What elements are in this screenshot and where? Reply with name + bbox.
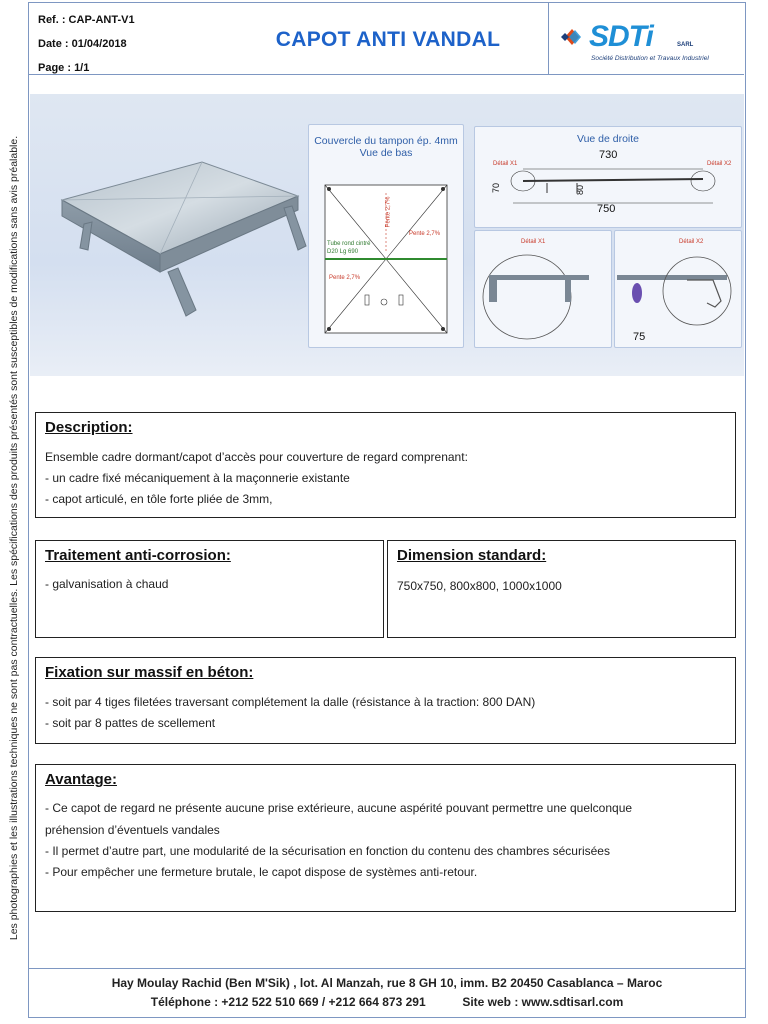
detail-x1-panel bbox=[474, 230, 612, 348]
tube-label-line2: D20 Lg 690 bbox=[327, 249, 359, 255]
avantage-line-1: - Ce capot de regard ne présente aucune prise extérieure, aucune aspérité pouvant permettre une quelconque bbox=[45, 801, 633, 815]
footer-contact bbox=[28, 995, 746, 1009]
fixation-line-2: - soit par 8 pattes de scellement bbox=[45, 716, 216, 730]
fixation-line-1: - soit par 4 tiges filetées traversant complétement la dalle (résistance à la traction: 800 DAN) bbox=[45, 695, 536, 709]
logo-tagline: Société Distribution et Travaux Industriel bbox=[591, 55, 709, 62]
document-header bbox=[28, 2, 744, 75]
side-view-drawing bbox=[507, 163, 719, 213]
detail-x1-label-top: Détail X1 bbox=[493, 161, 518, 167]
detail-x2-label-top: Détail X2 bbox=[707, 161, 732, 167]
document-meta bbox=[38, 8, 135, 80]
treatment-title: Traitement anti-corrosion: bbox=[45, 547, 231, 564]
detail-x2-drawing bbox=[617, 251, 739, 331]
fixation-title: Fixation sur massif en béton: bbox=[45, 664, 254, 681]
detail-x2-panel bbox=[614, 230, 742, 348]
avantage-line-2: préhension d’éventuels vandales bbox=[45, 823, 220, 837]
side-view-title: Vue de droite bbox=[576, 133, 640, 145]
side-view-panel bbox=[474, 126, 742, 228]
dimension-line-1: 750x750, 800x800, 1000x1000 bbox=[397, 579, 562, 593]
treatment-section bbox=[35, 540, 384, 638]
product-illustration bbox=[30, 94, 744, 376]
logo-diamond-icon bbox=[559, 26, 585, 48]
tube-label-line1: Tube rond cintré bbox=[327, 241, 371, 247]
dimension-750: 750 bbox=[597, 203, 616, 215]
slope-label-vertical: Pente 2,7% bbox=[385, 196, 392, 228]
company-logo bbox=[548, 2, 745, 74]
footer-website: Site web : www.sdtisarl.com bbox=[462, 995, 624, 1009]
side-disclaimer-text: Les photographies et les illustrations techniques ne sont pas contractuelles. Les spécifications des produits présentés sont susceptibles de modifications sans avis préalable. bbox=[8, 135, 20, 941]
logo-name: SDTi bbox=[589, 20, 653, 53]
dimension-75: 75 bbox=[633, 331, 646, 343]
slope-label-right: Pente 2,7% bbox=[409, 231, 441, 237]
avantage-section bbox=[35, 764, 736, 912]
detail-x2-label: Détail X2 bbox=[679, 239, 704, 245]
treatment-line-1: - galvanisation à chaud bbox=[45, 577, 169, 591]
document-title: CAPOT ANTI VANDAL bbox=[275, 28, 501, 51]
bottom-view-title-line2: Vue de bas bbox=[359, 147, 413, 159]
description-line-1: Ensemble cadre dormant/capot d’accès pour couverture de regard comprenant: bbox=[45, 450, 468, 464]
cover-3d-render bbox=[48, 144, 310, 324]
dimension-80: 80 bbox=[575, 184, 586, 196]
bottom-view-panel bbox=[308, 124, 464, 348]
dimension-70: 70 bbox=[491, 182, 502, 194]
avantage-title: Avantage: bbox=[45, 771, 117, 788]
description-title: Description: bbox=[45, 419, 133, 436]
side-disclaimer bbox=[2, 118, 26, 958]
page-number-label: Page : 1/1 bbox=[38, 62, 90, 74]
dimension-title: Dimension standard: bbox=[397, 547, 547, 564]
footer-address: Hay Moulay Rachid (Ben M'Sik) , lot. Al Manzah, rue 8 GH 10, imm. B2 20450 Casablanca – Maroc bbox=[111, 976, 663, 990]
logo-suffix: SARL bbox=[677, 42, 694, 48]
detail-x1-label: Détail X1 bbox=[521, 239, 546, 245]
slope-label-left: Pente 2,7% bbox=[329, 275, 361, 281]
date-label: Date : 01/04/2018 bbox=[38, 38, 127, 50]
avantage-line-4: - Pour empêcher une fermeture brutale, le capot dispose de systèmes anti-retour. bbox=[45, 865, 478, 879]
fixation-section bbox=[35, 657, 736, 744]
dimension-section bbox=[387, 540, 736, 638]
description-line-2: - un cadre fixé mécaniquement à la maçonnerie existante bbox=[45, 471, 350, 485]
description-line-3: - capot articulé, en tôle forte pliée de 3mm, bbox=[45, 492, 273, 506]
reference-label: Ref. : CAP-ANT-V1 bbox=[38, 14, 135, 26]
footer-phone: Téléphone : +212 522 510 669 / +212 664 873 291 bbox=[150, 995, 426, 1009]
dimension-730: 730 bbox=[599, 149, 618, 161]
footer-divider bbox=[28, 968, 746, 969]
bottom-view-title-line1: Couvercle du tampon ép. 4mm bbox=[314, 135, 458, 147]
detail-x1-drawing bbox=[479, 251, 607, 343]
description-section bbox=[35, 412, 736, 518]
avantage-line-3: - Il permet d’autre part, une modularité de la sécurisation en fonction du contenu des chambres sécurisées bbox=[45, 844, 610, 858]
